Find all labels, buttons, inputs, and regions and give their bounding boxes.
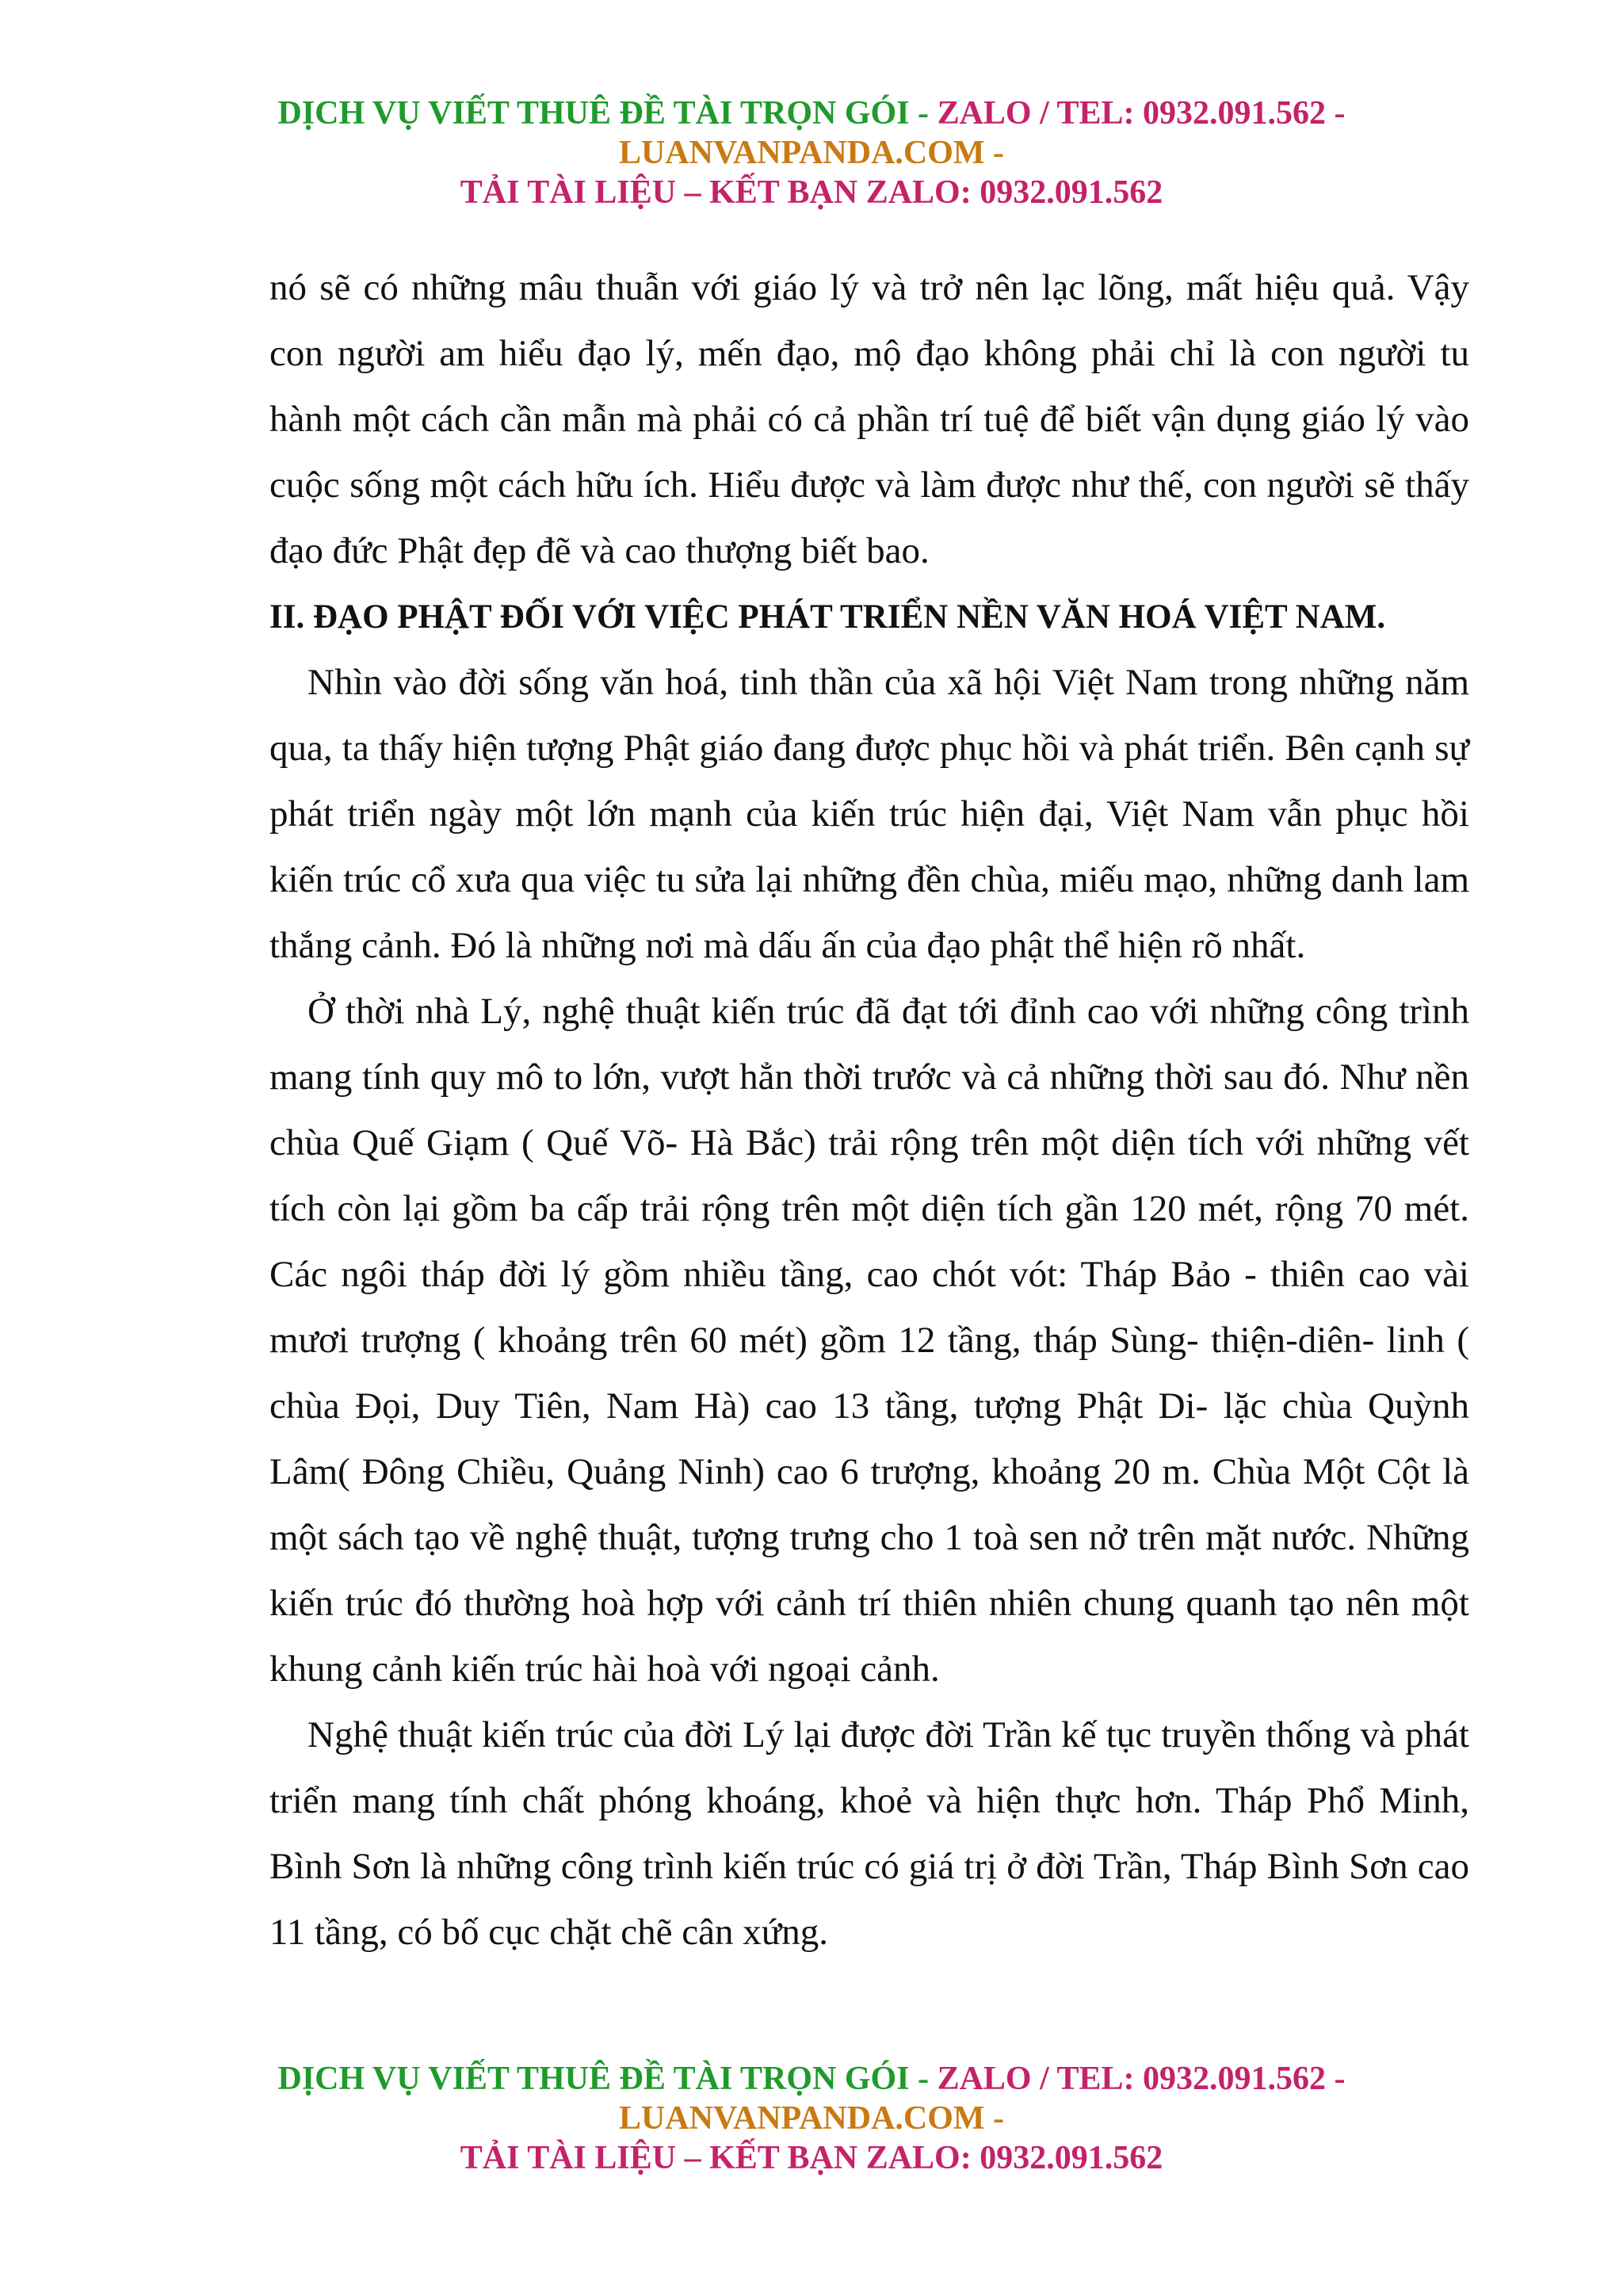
header-contact-text: ZALO / TEL: 0932.091.562 - xyxy=(937,95,1346,132)
section-heading: II. ĐẠO PHẬT ĐỐI VỚI VIỆC PHÁT TRIỂN NỀN VĂN HOÁ VIỆT NAM. xyxy=(269,598,1386,636)
document-body xyxy=(269,255,1469,1966)
paragraph-1: nó sẽ có những mâu thuẫn với giáo lý và trở nên lạc lõng, mất hiệu quả. Vậy con người am hiểu đạo lý, mến đạo, mộ đạo không phải chỉ là con người tu hành một cách cần mẫn mà phải có cả phần trí tuệ để biết vận dụng giáo lý vào cuộc sống một cách hữu ích. Hiểu được và làm được như thế, con người sẽ thấy đạo đức Phật đẹp đẽ và cao thượng biết bao. xyxy=(269,267,1469,571)
header-website: LUANVANPANDA.COM - xyxy=(618,135,1005,171)
footer-service-text: DỊCH VỤ VIẾT THUÊ ĐỀ TÀI TRỌN GÓI - xyxy=(277,2061,938,2097)
footer-banner xyxy=(0,2059,1623,2178)
paragraph-4: Nghệ thuật kiến trúc của đời Lý lại được đời Trần kế tục truyền thống và phát triển mang tính chất phóng khoáng, khoẻ và hiện thực hơn. Tháp Phổ Minh, Bình Sơn là những công trình kiến trúc có giá trị ở đời Trần, Tháp Bình Sơn cao 11 tầng, có bố cục chặt chẽ cân xứng. xyxy=(269,1714,1469,1953)
header-banner xyxy=(0,94,1623,212)
header-line-1 xyxy=(0,94,1623,133)
footer-line-1 xyxy=(0,2059,1623,2099)
paragraph-2: Nhìn vào đời sống văn hoá, tinh thần của xã hội Việt Nam trong những năm qua, ta thấy hiện tượng Phật giáo đang được phục hồi và phát triển. Bên cạnh sự phát triển ngày một lớn mạnh của kiến trúc hiện đại, Việt Nam vẫn phục hồi kiến trúc cổ xưa qua việc tu sửa lại những đền chùa, miếu mạo, những danh lam thắng cảnh. Đó là những nơi mà dấu ấn của đạo phật thể hiện rõ nhất. xyxy=(269,662,1469,966)
paragraph-3: Ở thời nhà Lý, nghệ thuật kiến trúc đã đạt tới đỉnh cao với những công trình mang tính quy mô to lớn, vượt hẳn thời trước và cả những thời sau đó. Như nền chùa Quế Giạm ( Quế Võ- Hà Bắc) trải rộng trên một diện tích với những vết tích còn lại gồm ba cấp trải rộng trên một diện tích gần 120 mét, rộng 70 mét. Các ngôi tháp đời lý gồm nhiều tầng, cao chót vót: Tháp Bảo - thiên cao vài mươi trượng ( khoảng trên 60 mét) gồm 12 tầng, tháp Sùng- thiện-diên- linh ( chùa Đọi, Duy Tiên, Nam Hà) cao 13 tầng, tượng Phật Di- lặc chùa Quỳnh Lâm( Đông Chiều, Quảng Ninh) cao 6 trượng, khoảng 20 m. Chùa Một Cột là một sách tạo về nghệ thuật, tượng trưng cho 1 toà sen nở trên mặt nước. Những kiến trúc đó thường hoà hợp với cảnh trí thiên nhiên chung quanh tạo nên một khung cảnh kiến trúc hài hoà với ngoại cảnh. xyxy=(269,991,1469,1690)
footer-download-text: TẢI TÀI LIỆU – KẾT BẠN ZALO: 0932.091.562 xyxy=(460,2140,1163,2176)
footer-contact-text: ZALO / TEL: 0932.091.562 - xyxy=(937,2061,1346,2097)
footer-website: LUANVANPANDA.COM - xyxy=(618,2100,1005,2137)
header-download-text: TẢI TÀI LIỆU – KẾT BẠN ZALO: 0932.091.562 xyxy=(460,174,1163,211)
header-service-text: DỊCH VỤ VIẾT THUÊ ĐỀ TÀI TRỌN GÓI - xyxy=(277,95,938,132)
